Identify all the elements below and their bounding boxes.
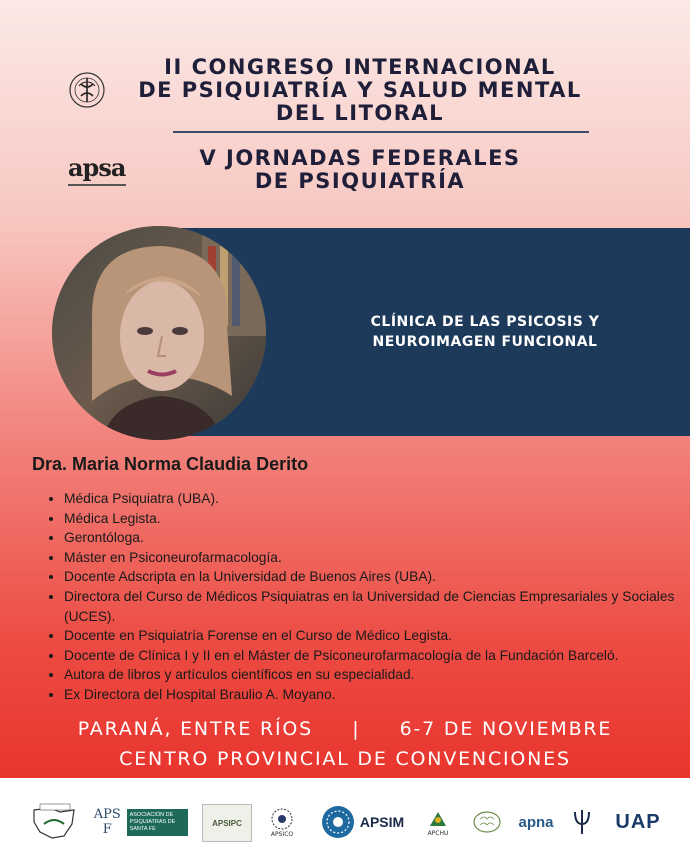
uap-logo (606, 802, 670, 842)
bio-item: • Docente en Psiquiatría Forense en el Curso de Médico Legista. (64, 626, 690, 646)
jornadas-subtitle (110, 147, 610, 193)
apna-logo (514, 802, 558, 842)
apsa-logo-text: apsa (68, 153, 126, 182)
uap-text: UAP (615, 810, 661, 833)
psi-logo (568, 802, 596, 842)
event-venue: CENTRO PROVINCIAL DE CONVENCIONES (119, 748, 571, 770)
bio-item: • Médica Psiquiatra (UBA). (64, 489, 690, 509)
speaker-name: Dra. Maria Norma Claudia Derito (32, 454, 309, 474)
bio-item: • Directora del Curso de Médicos Psiquiatras en la Universidad de Ciencias Empresariales y Sociales (UCES). (64, 587, 690, 626)
talk-title-line-1: CLÍNICA DE LAS PSICOSIS Y (370, 314, 600, 330)
bio-item: • Ex Directora del Hospital Braulio A. Moyano. (64, 685, 690, 705)
apsico-text: APSICO (270, 830, 294, 838)
bio-item: • Gerontóloga. (64, 528, 690, 548)
apsico-logo (264, 802, 300, 842)
title-line-1: II CONGRESO INTERNACIONAL (164, 55, 556, 79)
bio-item: • Docente Adscripta en la Universidad de Buenos Aires (UBA). (64, 567, 690, 587)
apsim-logo (314, 802, 410, 842)
apsipc-text: APSIPC (212, 818, 242, 828)
talk-title (300, 312, 670, 352)
entre-rios-map-logo (30, 802, 78, 842)
subtitle-line-2: DE PSIQUIATRÍA (254, 169, 466, 193)
bio-item: • Docente de Clínica I y II en el Máster de Psiconeurofarmacología de la Fundación Barceló. (64, 646, 690, 666)
title-line-3: DEL LITORAL (275, 101, 445, 125)
bio-item: • Médica Legista. (64, 509, 690, 529)
apsf-logo (92, 802, 188, 842)
apchu-text: APCHU (427, 829, 449, 837)
apsf-letters: APSF (93, 807, 121, 837)
speaker-bio-list (36, 489, 690, 705)
title-divider (173, 131, 589, 133)
brain-logo (470, 802, 504, 842)
bio-item: • Autora de libros y artículos científicos en su especialidad. (64, 665, 690, 685)
speaker-photo (52, 226, 266, 440)
apsf-name: ASOCIACIÓN DE PSIQUIATRAS DE SANTA FE (127, 809, 188, 836)
apchu-logo (420, 802, 456, 842)
title-line-2: DE PSIQUIATRÍA Y SALUD MENTAL (138, 78, 582, 102)
congress-seal-logo (68, 68, 106, 112)
apna-text: apna (518, 813, 554, 831)
apsipc-logo (202, 804, 252, 842)
event-location-date: PARANÁ, ENTRE RÍOS | 6-7 DE NOVIEMBRE (77, 718, 613, 740)
subtitle-line-1: V JORNADAS FEDERALES (199, 146, 521, 170)
talk-title-line-2: NEUROIMAGEN FUNCIONAL (372, 334, 598, 350)
sponsor-logos-bar (0, 778, 690, 862)
congress-title (110, 56, 610, 125)
bio-item: • Máster en Psiconeurofarmacología. (64, 548, 690, 568)
apsim-text: APSIM (359, 814, 405, 830)
